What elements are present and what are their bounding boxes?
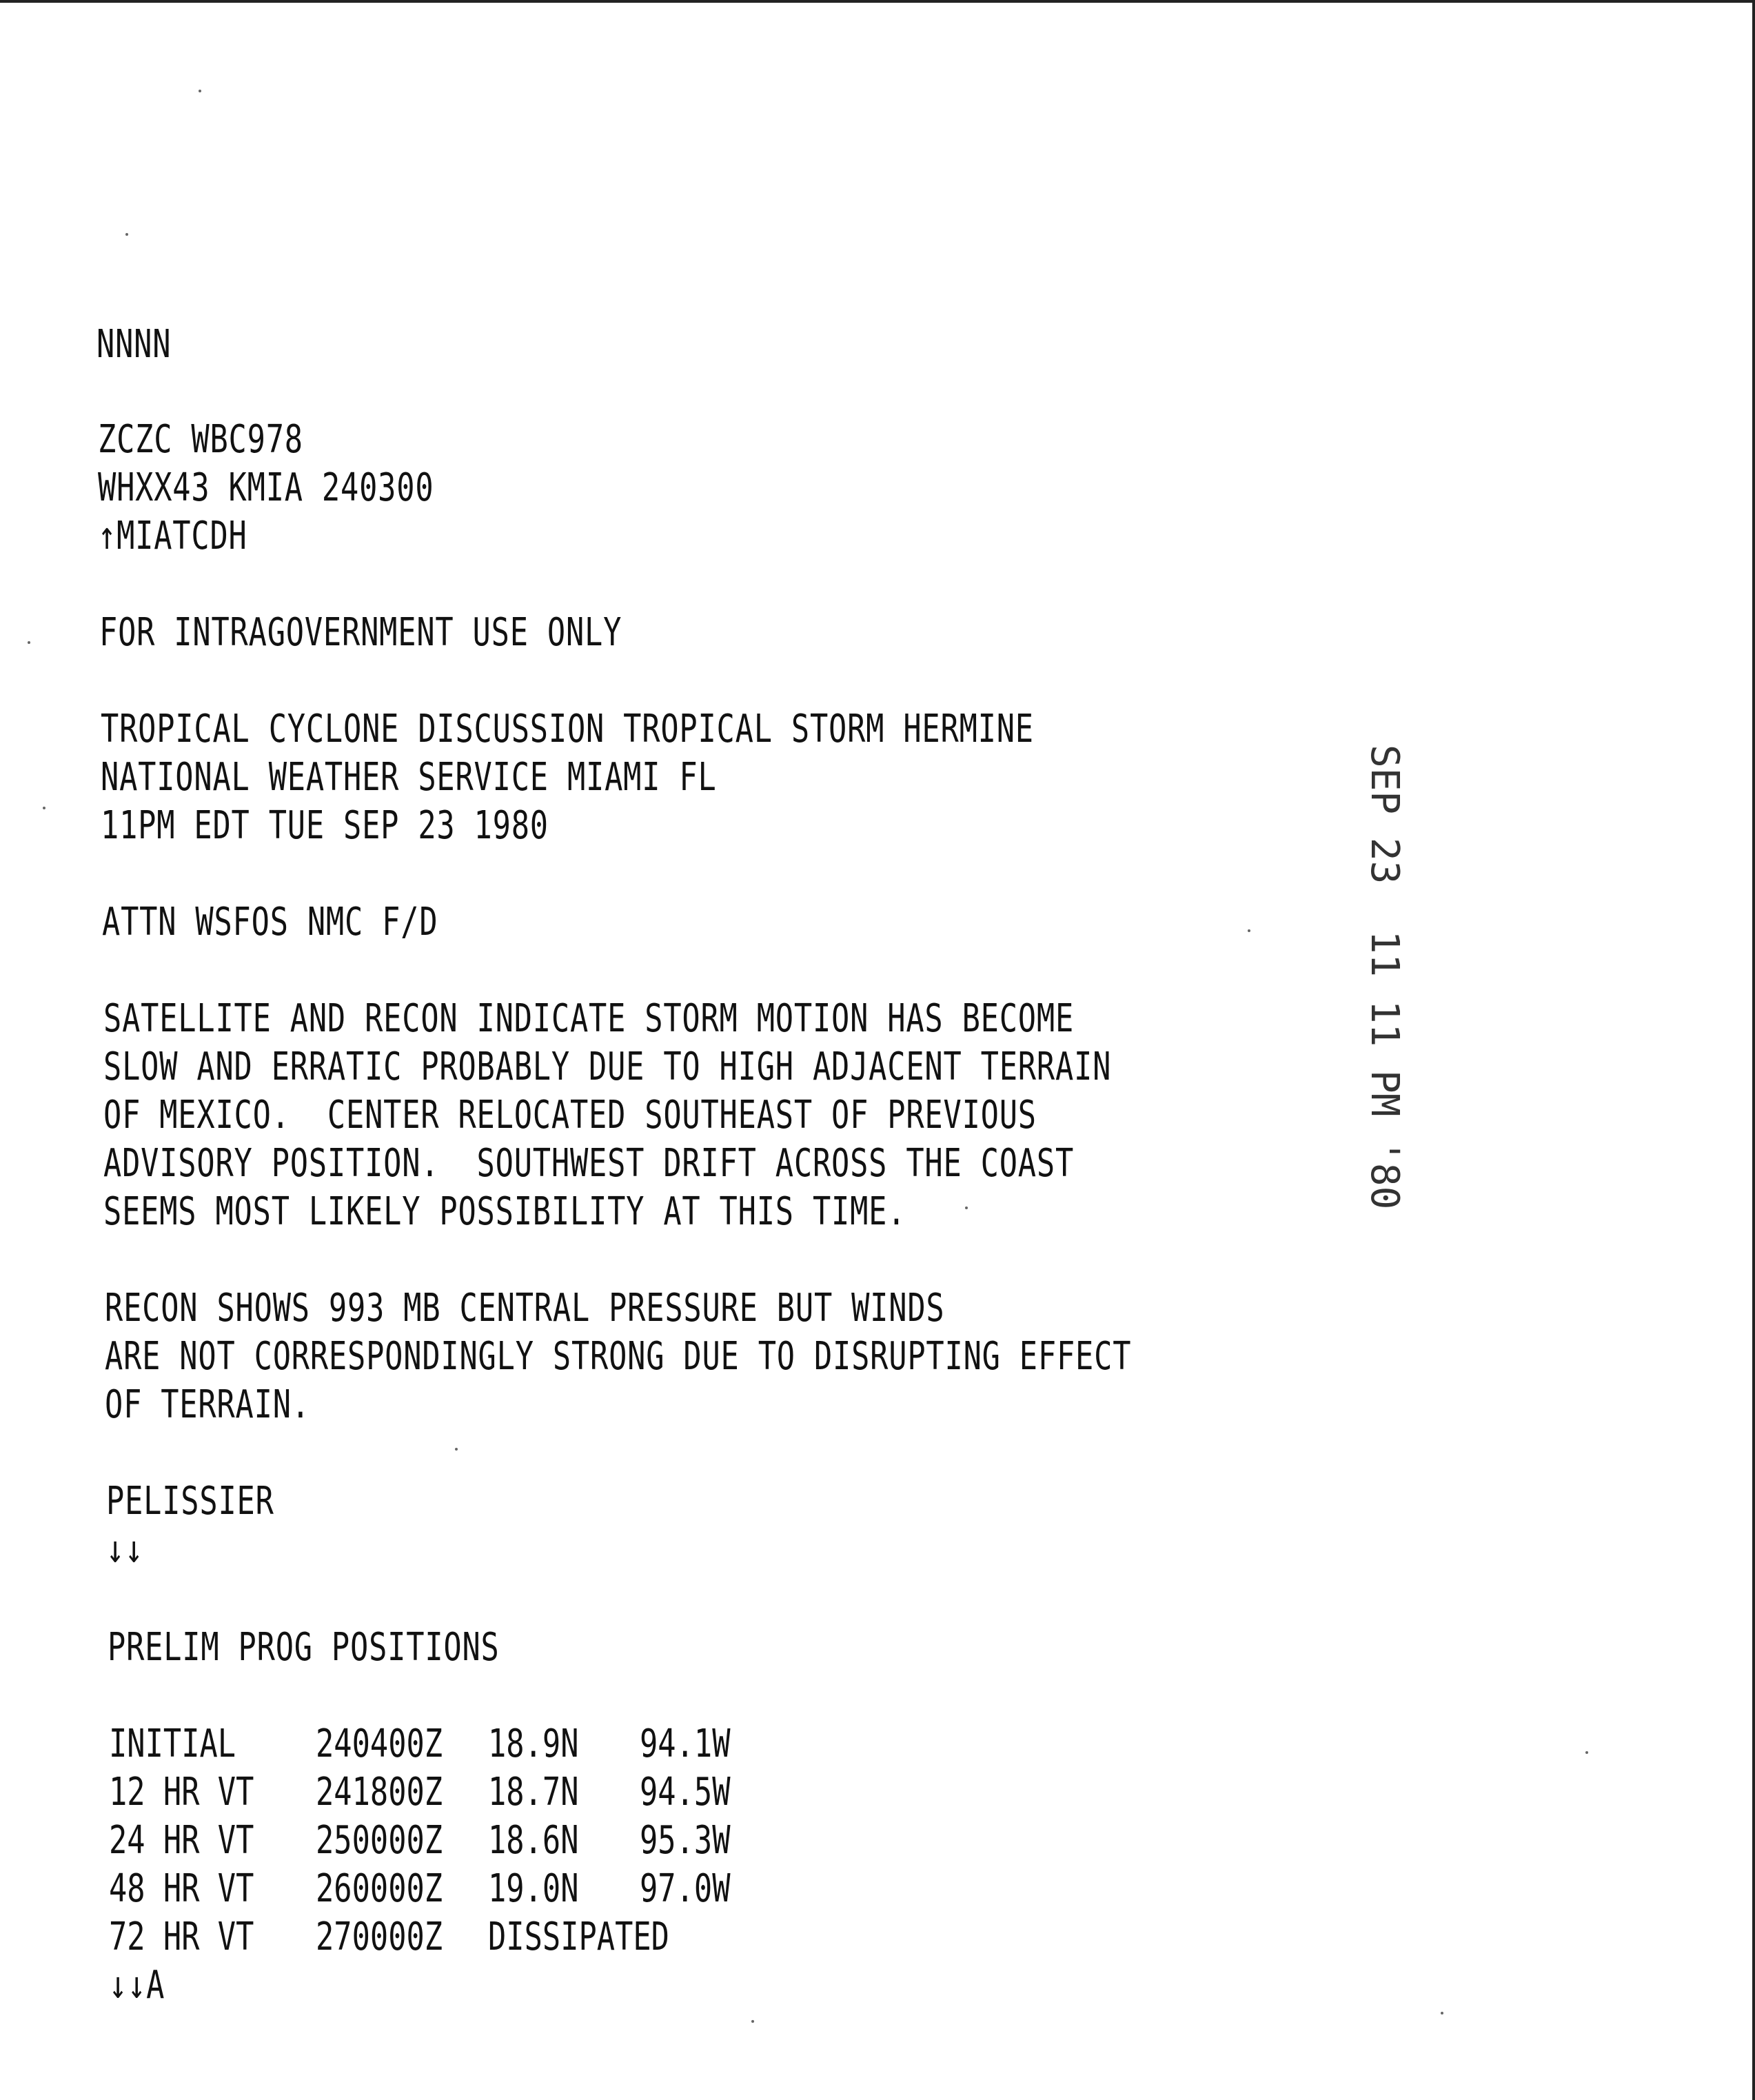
prog-label: 48 HR VT — [109, 1866, 254, 1911]
scan-speck — [1441, 2012, 1443, 2015]
prog-lon: 94.5W — [640, 1770, 731, 1815]
prog-lat: DISSIPATED — [488, 1915, 669, 1959]
title-line-2: NATIONAL WEATHER SERVICE MIAMI FL — [101, 755, 717, 800]
scan-speck — [43, 807, 45, 809]
end-of-message-marker: NNNN — [97, 322, 172, 367]
page-border-top — [0, 0, 1755, 3]
prog-label: INITIAL — [109, 1722, 236, 1766]
paragraph-1-line-4: ADVISORY POSITION. SOUTHWEST DRIFT ACROSS THE COAST — [103, 1141, 1075, 1186]
paragraph-2-line-1: RECON SHOWS 993 MB CENTRAL PRESSURE BUT WINDS — [105, 1286, 945, 1331]
prog-time: 250000Z — [316, 1818, 443, 1863]
signature: PELISSIER — [106, 1479, 274, 1524]
prog-lat: 18.9N — [488, 1722, 579, 1766]
paragraph-1-line-1: SATELLITE AND RECON INDICATE STORM MOTION HAS BECOME — [103, 996, 1075, 1041]
paragraph-2-line-2: ARE NOT CORRESPONDINGLY STRONG DUE TO DISRUPTING EFFECT — [105, 1334, 1132, 1379]
prog-lon: 97.0W — [640, 1866, 731, 1911]
prog-heading: PRELIM PROG POSITIONS — [108, 1625, 500, 1670]
prog-time: 240400Z — [316, 1722, 443, 1766]
scan-speck — [751, 2020, 754, 2023]
prog-label: 24 HR VT — [109, 1818, 254, 1863]
page-border-right — [1752, 0, 1755, 2100]
prog-time: 260000Z — [316, 1866, 443, 1911]
routing-line-3: ↑MIATCDH — [98, 514, 247, 558]
scan-speck — [455, 1448, 458, 1451]
paragraph-2-line-3: OF TERRAIN. — [105, 1382, 310, 1427]
prog-lat: 18.6N — [488, 1818, 579, 1863]
title-line-3: 11PM EDT TUE SEP 23 1980 — [101, 803, 549, 848]
prog-lat: 19.0N — [488, 1866, 579, 1911]
scan-speck — [125, 233, 128, 236]
prog-label: 12 HR VT — [109, 1770, 254, 1815]
prog-lat: 18.7N — [488, 1770, 579, 1815]
received-time-stamp: SEP 23 11 11 PM '80 — [1362, 745, 1407, 1210]
end-mark-2: ↓↓A — [109, 1963, 165, 2008]
title-line-1: TROPICAL CYCLONE DISCUSSION TROPICAL STORM HERMINE — [101, 707, 1034, 751]
routing-line-1: ZCZC WBC978 — [98, 417, 303, 462]
paragraph-1-line-3: OF MEXICO. CENTER RELOCATED SOUTHEAST OF PREVIOUS — [103, 1093, 1037, 1138]
scan-speck — [1585, 1751, 1588, 1754]
classification-line: FOR INTRAGOVERNMENT USE ONLY — [99, 610, 622, 655]
prog-lon: 94.1W — [640, 1722, 731, 1766]
scan-speck — [1248, 929, 1250, 932]
prog-label: 72 HR VT — [109, 1915, 254, 1959]
scan-speck — [199, 90, 201, 92]
prog-time: 270000Z — [316, 1915, 443, 1959]
scan-speck — [28, 641, 30, 644]
scan-speck — [965, 1207, 968, 1209]
end-mark-1: ↓↓ — [106, 1527, 144, 1572]
prog-time: 241800Z — [316, 1770, 443, 1815]
prog-lon: 95.3W — [640, 1818, 731, 1863]
paragraph-1-line-5: SEEMS MOST LIKELY POSSIBILITY AT THIS TIME. — [103, 1189, 906, 1234]
paragraph-1-line-2: SLOW AND ERRATIC PROBABLY DUE TO HIGH ADJACENT TERRAIN — [103, 1044, 1112, 1089]
attn-line: ATTN WSFOS NMC F/D — [102, 900, 438, 945]
routing-line-2: WHXX43 KMIA 240300 — [98, 465, 434, 510]
